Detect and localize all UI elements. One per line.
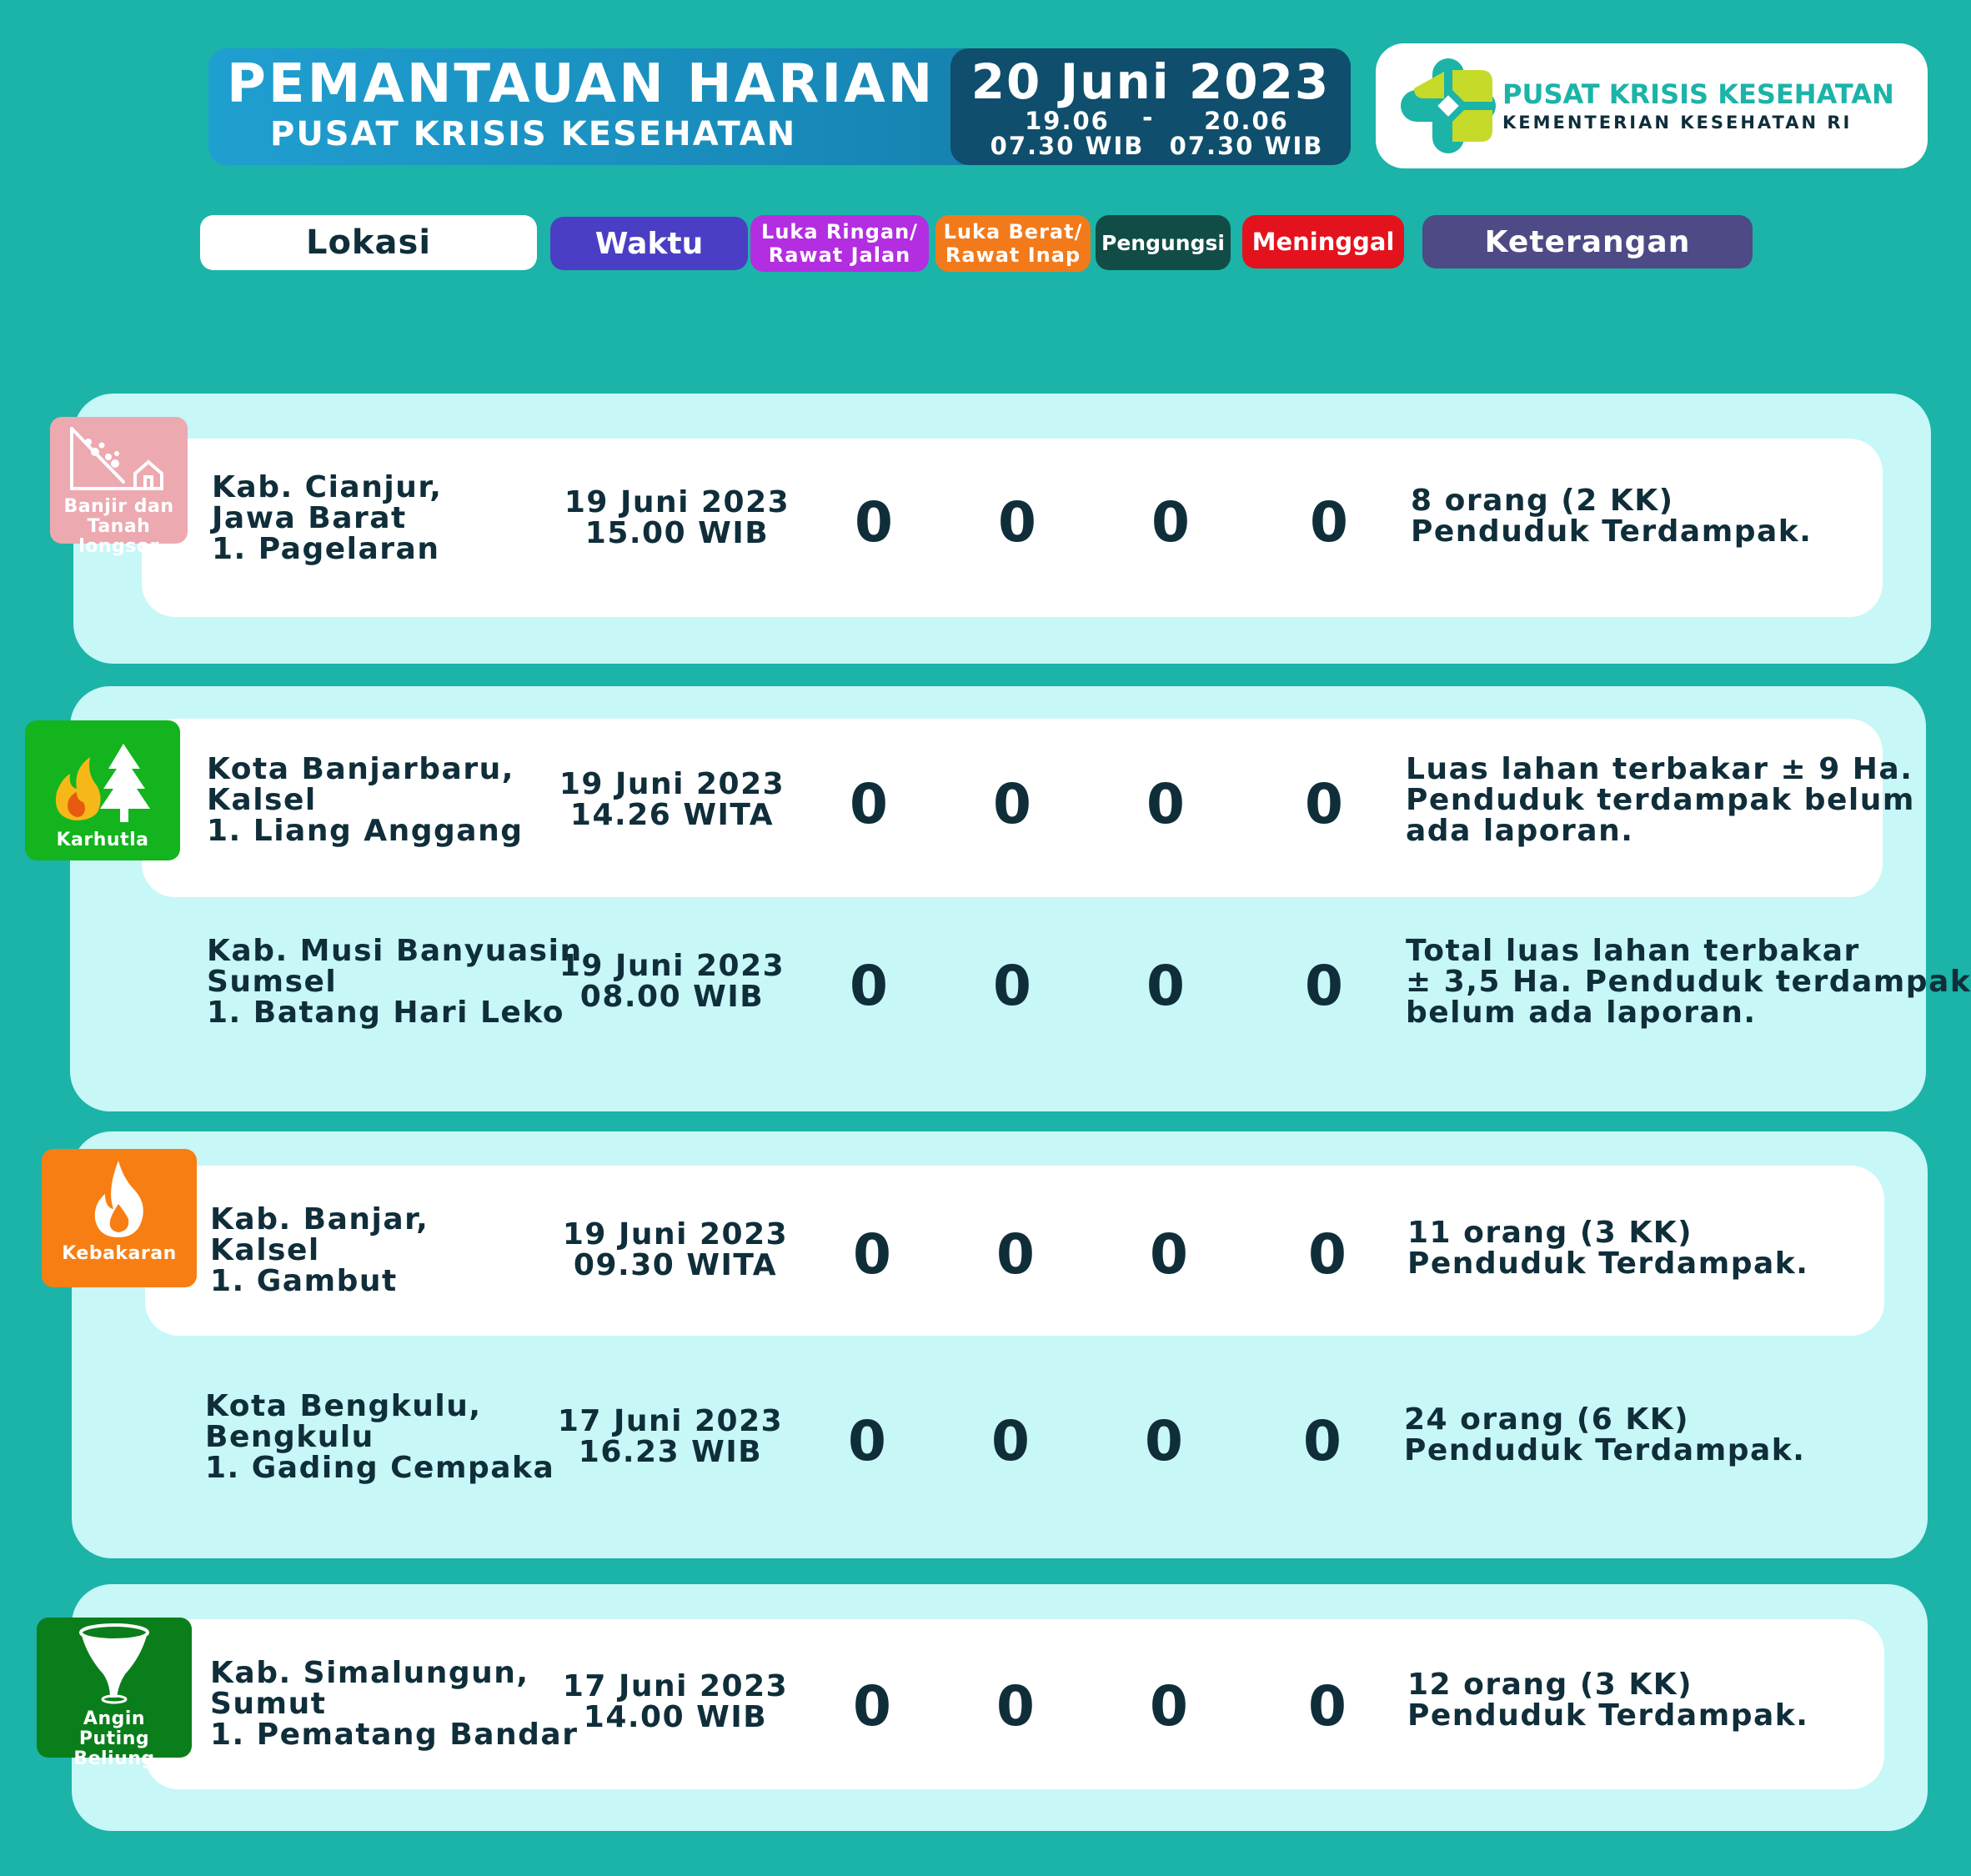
pengungsi-value: 0 [1150, 1674, 1188, 1738]
meninggal-value: 0 [1303, 1409, 1342, 1473]
logo-title: PUSAT KRISIS KESEHATAN [1502, 78, 1894, 110]
category-banjir-longsor [50, 417, 188, 557]
waktu-cell: 19 Juni 2023 08.00 WIB [559, 949, 785, 1014]
column-header-waktu: Waktu [550, 217, 748, 270]
table-row [145, 1166, 1884, 1336]
category-label: Karhutla [56, 830, 149, 850]
luka-ringan-value: 0 [848, 1409, 886, 1473]
header-banner [208, 48, 1351, 165]
range-to [1163, 108, 1330, 158]
table-row [142, 900, 1971, 1067]
table-row [142, 719, 1915, 897]
luka-ringan-value: 0 [855, 490, 893, 554]
pengungsi-value: 0 [1150, 1222, 1188, 1287]
luka-ringan-value: 0 [850, 772, 888, 836]
luka-berat-value: 0 [998, 490, 1036, 554]
luka-berat-value: 0 [993, 954, 1031, 1018]
column-header-luka-ringan-line1: Luka Ringan/ [761, 220, 918, 243]
report-date: 20 Juni 2023 [970, 53, 1331, 110]
range-from-date: 19.06 [1025, 107, 1110, 135]
luka-berat-value: 0 [996, 1674, 1035, 1738]
range-from-time: 07.30 WIB [990, 132, 1145, 160]
range-from [984, 108, 1151, 158]
keterangan-cell: Total luas lahan terbakar ± 3,5 Ha. Penduduk terdampak belum ada laporan. [1406, 934, 1971, 1030]
luka-berat-value: 0 [991, 1409, 1030, 1473]
keterangan-cell: 8 orang (2 KK) Penduduk Terdampak. [1411, 484, 1813, 549]
luka-ringan-value: 0 [853, 1222, 891, 1287]
landslide-icon [65, 424, 173, 494]
luka-ringan-value: 0 [853, 1674, 891, 1738]
meninggal-value: 0 [1308, 1674, 1347, 1738]
pengungsi-value: 0 [1151, 490, 1190, 554]
category-puting-beliung [37, 1618, 192, 1769]
category-label: Kebakaran [62, 1243, 177, 1264]
meninggal-value: 0 [1305, 954, 1343, 1018]
column-header-luka-berat [935, 215, 1091, 272]
lokasi-cell: Kab. Musi Banyuasin Sumsel 1. Batang Hari Leko [207, 934, 583, 1030]
waktu-cell: 17 Juni 2023 14.00 WIB [562, 1669, 789, 1734]
meninggal-value: 0 [1305, 772, 1343, 836]
waktu-cell: 19 Juni 2023 15.00 WIB [564, 485, 790, 550]
range-to-date: 20.06 [1204, 107, 1289, 135]
luka-berat-value: 0 [996, 1222, 1035, 1287]
luka-ringan-value: 0 [850, 954, 888, 1018]
table-row [145, 1619, 1884, 1789]
category-label: Angin Puting Beliung [73, 1708, 155, 1769]
luka-berat-value: 0 [993, 772, 1031, 836]
health-cross-logo-icon [1394, 52, 1502, 160]
column-header-keterangan: Keterangan [1422, 215, 1753, 268]
lokasi-cell: Kab. Cianjur, Jawa Barat 1. Pagelaran [212, 470, 443, 566]
range-separator: - [1142, 103, 1153, 133]
page-title: PEMANTAUAN HARIAN [227, 53, 935, 115]
column-header-luka-berat-line2: Rawat Inap [945, 243, 1081, 267]
forest-fire-icon [50, 740, 155, 824]
lokasi-cell: Kab. Simalungun, Sumut 1. Pematang Bandar [210, 1656, 579, 1752]
tornado-icon [78, 1623, 150, 1706]
waktu-cell: 19 Juni 2023 14.26 WITA [559, 767, 785, 832]
pengungsi-value: 0 [1145, 1409, 1183, 1473]
column-header-luka-berat-line1: Luka Berat/ [943, 220, 1083, 243]
meninggal-value: 0 [1310, 490, 1348, 554]
lokasi-cell: Kota Bengkulu, Bengkulu 1. Gading Cempaka [205, 1389, 555, 1485]
column-header-luka-ringan-line2: Rawat Jalan [768, 243, 911, 267]
column-header-meninggal: Meninggal [1242, 215, 1404, 268]
lokasi-cell: Kota Banjarbaru, Kalsel 1. Liang Anggang [207, 752, 524, 848]
flame-icon [90, 1157, 148, 1241]
column-header-luka-ringan [750, 215, 929, 272]
category-kebakaran [42, 1149, 197, 1287]
logo-subtitle: KEMENTERIAN KESEHATAN RI [1502, 113, 1853, 133]
page-subtitle: PUSAT KRISIS KESEHATAN [270, 115, 797, 153]
logo-card [1376, 43, 1928, 168]
category-label: Banjir dan Tanah longsor [63, 496, 174, 557]
keterangan-cell: Luas lahan terbakar ± 9 Ha. Penduduk terdampak belum ada laporan. [1406, 752, 1915, 848]
keterangan-cell: 11 orang (3 KK) Penduduk Terdampak. [1407, 1216, 1809, 1281]
date-panel [950, 48, 1351, 165]
meninggal-value: 0 [1308, 1222, 1347, 1287]
waktu-cell: 19 Juni 2023 09.30 WITA [562, 1217, 789, 1282]
table-row [142, 1357, 1926, 1524]
range-to-time: 07.30 WIB [1169, 132, 1324, 160]
keterangan-cell: 12 orang (3 KK) Penduduk Terdampak. [1407, 1668, 1809, 1733]
column-header-pengungsi: Pengungsi [1096, 215, 1231, 270]
column-header-lokasi: Lokasi [200, 215, 537, 270]
keterangan-cell: 24 orang (6 KK) Penduduk Terdampak. [1404, 1402, 1806, 1467]
pengungsi-value: 0 [1146, 772, 1185, 836]
category-karhutla [25, 720, 180, 860]
waktu-cell: 17 Juni 2023 16.23 WIB [557, 1404, 784, 1469]
pengungsi-value: 0 [1146, 954, 1185, 1018]
lokasi-cell: Kab. Banjar, Kalsel 1. Gambut [210, 1202, 429, 1298]
table-row [142, 439, 1883, 617]
